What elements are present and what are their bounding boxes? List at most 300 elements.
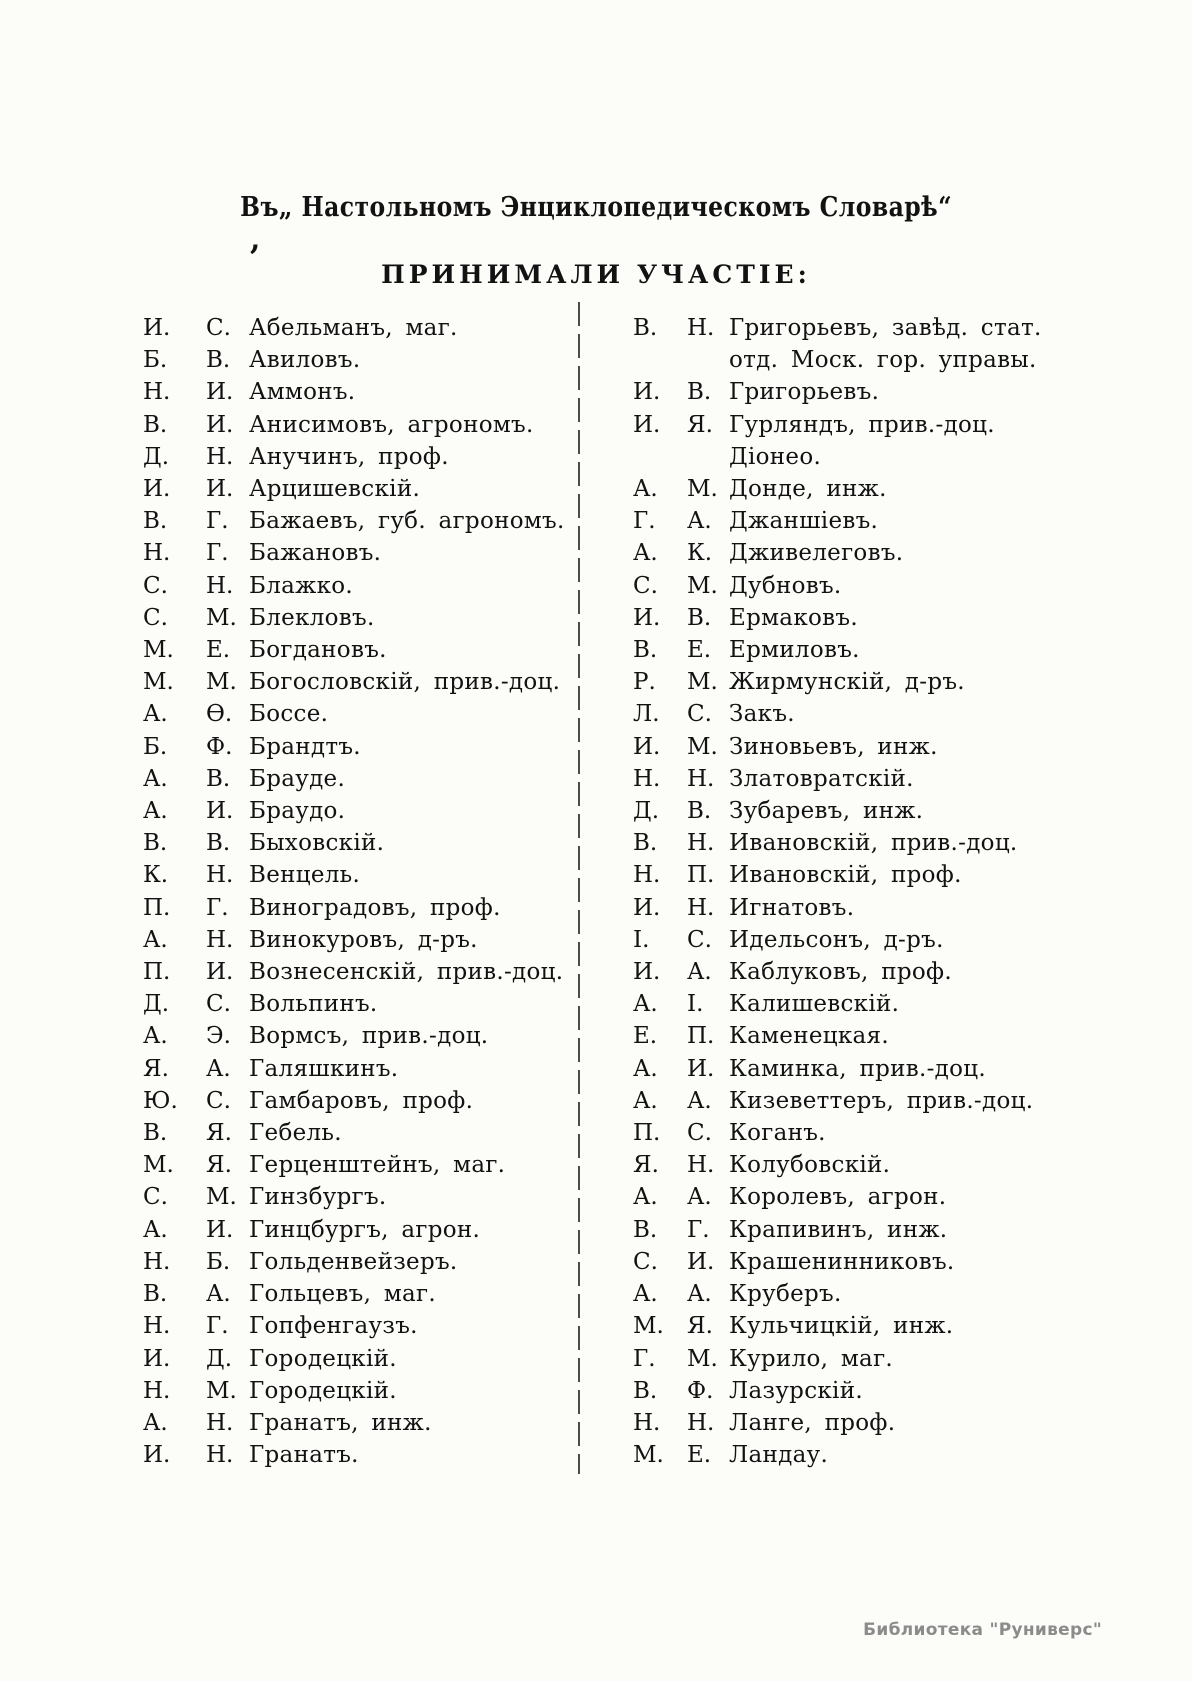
contributor-name-line: Калишевскій. bbox=[729, 991, 900, 1018]
contributor-name bbox=[729, 1343, 1073, 1375]
contributor-name-line: Гранатъ, инж. bbox=[249, 1409, 432, 1436]
list-item bbox=[143, 505, 580, 537]
initial-second: Я. bbox=[687, 1313, 713, 1340]
contributor-name bbox=[729, 473, 1073, 505]
initial-second: М. bbox=[687, 572, 718, 599]
list-item bbox=[143, 1117, 580, 1149]
contributor-name-line: Ивановскій, проф. bbox=[729, 862, 962, 889]
initial-first: И. bbox=[633, 604, 661, 631]
contributor-name-line: Гинзбургъ. bbox=[249, 1184, 387, 1211]
contributor-name bbox=[729, 1214, 1073, 1246]
list-item bbox=[143, 1439, 580, 1471]
initial-first: С. bbox=[143, 1184, 168, 1211]
initial-second: М. bbox=[687, 669, 718, 696]
list-item bbox=[633, 312, 1073, 376]
list-item bbox=[633, 1181, 1073, 1213]
contributor-name bbox=[249, 1407, 580, 1439]
contributor-name-line: Каблуковъ, проф. bbox=[729, 959, 952, 986]
initial-first: С. bbox=[143, 604, 168, 631]
initial-first: И. bbox=[633, 894, 661, 921]
list-item bbox=[143, 731, 580, 763]
list-item bbox=[143, 763, 580, 795]
list-item bbox=[633, 827, 1073, 859]
list-item bbox=[633, 1375, 1073, 1407]
initial-second: Я. bbox=[687, 411, 713, 438]
initial-first: П. bbox=[143, 959, 171, 986]
contributor-name bbox=[729, 602, 1073, 634]
initial-first: И. bbox=[143, 1345, 171, 1372]
list-item bbox=[143, 1375, 580, 1407]
initial-first: М. bbox=[143, 637, 174, 664]
list-item bbox=[143, 1020, 580, 1052]
initial-second: И. bbox=[206, 411, 234, 438]
initial-first: Н. bbox=[143, 1313, 171, 1340]
contributor-name bbox=[249, 666, 580, 698]
contributors-column-right bbox=[633, 312, 1073, 1471]
initial-second: М. bbox=[206, 1377, 237, 1404]
list-item bbox=[143, 956, 580, 988]
list-item bbox=[633, 666, 1073, 698]
contributor-name-line: Гранатъ. bbox=[249, 1442, 359, 1469]
list-item bbox=[633, 1085, 1073, 1117]
contributor-name bbox=[249, 1117, 580, 1149]
initial-first: В. bbox=[143, 1281, 168, 1308]
contributor-name bbox=[729, 1085, 1073, 1117]
list-item bbox=[633, 924, 1073, 956]
list-item bbox=[143, 344, 580, 376]
contributor-name bbox=[249, 1149, 580, 1181]
initial-second: М. bbox=[206, 669, 237, 696]
initial-second: Д. bbox=[206, 1345, 233, 1372]
list-item bbox=[143, 1214, 580, 1246]
contributor-name-line: Гурляндъ, прив.-доц. bbox=[729, 411, 995, 438]
list-item bbox=[633, 376, 1073, 408]
list-item bbox=[633, 956, 1073, 988]
contributor-name-line: Авиловъ. bbox=[249, 347, 361, 374]
contributor-name-line: Блажко. bbox=[249, 572, 354, 599]
contributor-name-line: Ландау. bbox=[729, 1442, 829, 1469]
contributor-name-line: Вознесенскій, прив.-доц. bbox=[249, 959, 564, 986]
list-item bbox=[143, 892, 580, 924]
contributor-name bbox=[249, 312, 580, 344]
initial-first: М. bbox=[633, 1442, 664, 1469]
contributor-name-line: Городецкій. bbox=[249, 1377, 397, 1404]
contributor-name-line: Идельсонъ, д-ръ. bbox=[729, 926, 944, 953]
contributor-name bbox=[729, 763, 1073, 795]
list-item bbox=[633, 988, 1073, 1020]
initial-second: Н. bbox=[206, 443, 234, 470]
initial-first: Н. bbox=[633, 1409, 661, 1436]
contributor-name bbox=[729, 1310, 1073, 1342]
list-item bbox=[143, 570, 580, 602]
contributor-name bbox=[249, 1246, 580, 1278]
contributor-name-line: Брауде. bbox=[249, 765, 346, 792]
initial-first: М. bbox=[143, 1152, 174, 1179]
initial-first: И. bbox=[143, 1442, 171, 1469]
initial-first: Д. bbox=[143, 443, 170, 470]
initial-second: И. bbox=[687, 1055, 715, 1082]
initial-first: В. bbox=[633, 315, 658, 341]
contributor-name-line: Дживелеговъ. bbox=[729, 540, 904, 567]
initial-first: П. bbox=[143, 894, 171, 921]
initial-second: Н. bbox=[687, 830, 715, 857]
initial-first: Д. bbox=[143, 991, 170, 1018]
contributor-name-line: Арцишевскій. bbox=[249, 476, 421, 503]
list-item bbox=[633, 1310, 1073, 1342]
initial-second: Е. bbox=[206, 637, 231, 664]
contributor-name-line: Ланге, проф. bbox=[729, 1409, 896, 1436]
list-item bbox=[143, 1278, 580, 1310]
initial-first: Г. bbox=[633, 1345, 656, 1372]
contributor-name bbox=[249, 1343, 580, 1375]
contributor-name bbox=[729, 1278, 1073, 1310]
initial-first: Ю. bbox=[143, 1087, 178, 1114]
initial-first: И. bbox=[633, 959, 661, 986]
contributors-column-left bbox=[143, 312, 580, 1471]
contributor-name-line: Быховскій. bbox=[249, 830, 385, 857]
contributor-name-line: Богословскій, прив.-доц. bbox=[249, 669, 561, 696]
contributor-name bbox=[729, 570, 1073, 602]
contributor-name bbox=[729, 1439, 1073, 1471]
initial-second: В. bbox=[206, 347, 231, 374]
initial-first: А. bbox=[143, 926, 168, 953]
initial-first: М. bbox=[143, 669, 174, 696]
initial-first: В. bbox=[143, 508, 168, 535]
contributor-name-line: Бажаевъ, губ. агрономъ. bbox=[249, 508, 565, 535]
initial-first: И. bbox=[633, 379, 661, 406]
initial-second: К. bbox=[687, 540, 713, 567]
contributor-name-line: Каменецкая. bbox=[729, 1023, 889, 1050]
contributor-name bbox=[729, 666, 1073, 698]
list-item bbox=[633, 570, 1073, 602]
contributor-name bbox=[729, 698, 1073, 730]
contributor-name bbox=[729, 795, 1073, 827]
contributor-name bbox=[729, 409, 1073, 473]
initial-second: Н. bbox=[687, 1409, 715, 1436]
initial-first: И. bbox=[143, 476, 171, 503]
list-item bbox=[143, 602, 580, 634]
contributor-name bbox=[249, 892, 580, 924]
contributor-name bbox=[249, 537, 580, 569]
initial-first: Н. bbox=[143, 1377, 171, 1404]
contributor-name-line: Крашенинниковъ. bbox=[729, 1248, 955, 1275]
contributor-name-line: Королевъ, агрон. bbox=[729, 1184, 947, 1211]
initial-second: В. bbox=[687, 379, 712, 406]
contributor-name-line: Гольцевъ, маг. bbox=[249, 1281, 436, 1308]
contributor-name bbox=[249, 602, 580, 634]
contributor-name bbox=[249, 634, 580, 666]
contributor-name bbox=[729, 1246, 1073, 1278]
contributor-name-line: Венцель. bbox=[249, 862, 361, 889]
initial-second: Г. bbox=[206, 894, 229, 921]
contributor-name bbox=[729, 634, 1073, 666]
contributor-name bbox=[249, 795, 580, 827]
contributor-name bbox=[249, 763, 580, 795]
contributor-name-line: Аммонъ. bbox=[249, 379, 356, 406]
initial-first: А. bbox=[143, 1409, 168, 1436]
initial-second: Г. bbox=[687, 1216, 710, 1243]
initial-second: С. bbox=[687, 701, 712, 728]
list-item bbox=[143, 827, 580, 859]
scan-artifact-mark: , bbox=[250, 222, 261, 257]
initial-first: П. bbox=[633, 1120, 661, 1147]
initial-first: Н. bbox=[633, 862, 661, 889]
contributor-name-line: Вольпинъ. bbox=[249, 991, 378, 1018]
initial-second: А. bbox=[687, 1087, 712, 1114]
initial-second: А. bbox=[687, 959, 712, 986]
contributor-name-line: Курило, маг. bbox=[729, 1345, 894, 1372]
initial-second: А. bbox=[687, 1184, 712, 1211]
contributor-name-line: Гопфенгаузъ. bbox=[249, 1313, 418, 1340]
initial-second: А. bbox=[206, 1055, 231, 1082]
initial-first: И. bbox=[633, 411, 661, 438]
list-item bbox=[633, 1149, 1073, 1181]
initial-second: Н. bbox=[687, 315, 715, 341]
contributor-name-line: Анисимовъ, агрономъ. bbox=[249, 411, 534, 438]
initial-second: И. bbox=[206, 959, 234, 986]
contributor-name bbox=[729, 537, 1073, 569]
initial-second: И. bbox=[687, 1248, 715, 1275]
contributor-name-continuation: отд. Моск. гор. управы. bbox=[729, 347, 1037, 374]
initial-first: А. bbox=[633, 540, 658, 567]
initial-second: Г. bbox=[206, 508, 229, 535]
initial-second: Н. bbox=[206, 862, 234, 889]
initial-second: В. bbox=[206, 830, 231, 857]
contributor-name bbox=[729, 988, 1073, 1020]
contributor-name-line: Лазурскій. bbox=[729, 1377, 863, 1404]
initial-first: А. bbox=[143, 1216, 168, 1243]
initial-second: А. bbox=[206, 1281, 231, 1308]
contributor-name bbox=[249, 505, 580, 537]
contributor-name-line: Анучинъ, проф. bbox=[249, 443, 449, 470]
contributor-name bbox=[729, 1181, 1073, 1213]
initial-second: М. bbox=[206, 1184, 237, 1211]
list-item bbox=[633, 892, 1073, 924]
contributor-name-continuation: Діонео. bbox=[729, 443, 822, 470]
list-item bbox=[143, 634, 580, 666]
contributor-name bbox=[249, 473, 580, 505]
initial-second: А. bbox=[687, 508, 712, 535]
initial-first: М. bbox=[633, 1313, 664, 1340]
contributor-name bbox=[729, 859, 1073, 891]
initial-first: Я. bbox=[633, 1152, 659, 1179]
contributor-name-line: Бажановъ. bbox=[249, 540, 382, 567]
list-item bbox=[633, 409, 1073, 473]
contributor-name bbox=[249, 1439, 580, 1471]
initial-first: В. bbox=[143, 1120, 168, 1147]
initial-second: Е. bbox=[687, 1442, 712, 1469]
contributor-name bbox=[249, 827, 580, 859]
initial-second: Е. bbox=[687, 637, 712, 664]
initial-second: Н. bbox=[687, 1152, 715, 1179]
list-item bbox=[633, 1278, 1073, 1310]
contributor-name-line: Колубовскій. bbox=[729, 1152, 891, 1179]
contributor-name bbox=[249, 1278, 580, 1310]
initial-second: І. bbox=[687, 991, 704, 1018]
contributor-name bbox=[249, 956, 580, 988]
list-item bbox=[143, 859, 580, 891]
contributor-name-line: Донде, инж. bbox=[729, 476, 887, 503]
list-item bbox=[633, 537, 1073, 569]
initial-first: Г. bbox=[633, 508, 656, 535]
list-item bbox=[143, 409, 580, 441]
contributor-name-line: Ермиловъ. bbox=[729, 637, 860, 664]
list-item bbox=[143, 988, 580, 1020]
contributor-name bbox=[729, 956, 1073, 988]
contributor-name bbox=[249, 409, 580, 441]
list-item bbox=[633, 859, 1073, 891]
initial-second: В. bbox=[687, 604, 712, 631]
contributor-name bbox=[249, 376, 580, 408]
contributor-name bbox=[729, 505, 1073, 537]
list-item bbox=[143, 1343, 580, 1375]
initial-second: С. bbox=[206, 991, 231, 1018]
contributor-name bbox=[249, 1181, 580, 1213]
initial-first: Н. bbox=[143, 540, 171, 567]
initial-first: А. bbox=[633, 1055, 658, 1082]
contributor-name bbox=[729, 1117, 1073, 1149]
contributor-name-line: Браудо. bbox=[249, 798, 346, 825]
initial-first: Е. bbox=[633, 1023, 658, 1050]
contributor-name-line: Коганъ. bbox=[729, 1120, 826, 1147]
initial-first: А. bbox=[633, 1281, 658, 1308]
contributor-name-line: Круберъ. bbox=[729, 1281, 842, 1308]
library-watermark: Библиотека "Руниверс" bbox=[863, 1620, 1102, 1640]
contributor-name-line: Виноградовъ, проф. bbox=[249, 894, 501, 921]
initial-second: Я. bbox=[206, 1120, 232, 1147]
initial-first: В. bbox=[143, 411, 168, 438]
contributor-name bbox=[729, 892, 1073, 924]
initial-second: Г. bbox=[206, 1313, 229, 1340]
contributor-name bbox=[249, 441, 580, 473]
initial-first: Б. bbox=[143, 733, 168, 760]
initial-first: А. bbox=[143, 765, 168, 792]
contributor-name bbox=[729, 1149, 1073, 1181]
contributor-name-line: Вормсъ, прив.-доц. bbox=[249, 1023, 489, 1050]
contributor-name bbox=[249, 1053, 580, 1085]
initial-second: М. bbox=[687, 733, 718, 760]
initial-second: Н. bbox=[687, 765, 715, 792]
contributor-name-line: Городецкій. bbox=[249, 1345, 397, 1372]
initial-second: А. bbox=[687, 1281, 712, 1308]
contributor-name bbox=[249, 344, 580, 376]
list-item bbox=[633, 505, 1073, 537]
list-item bbox=[633, 1020, 1073, 1052]
initial-first: І. bbox=[633, 926, 650, 953]
list-item bbox=[633, 763, 1073, 795]
initial-second: Н. bbox=[206, 926, 234, 953]
list-item bbox=[633, 1246, 1073, 1278]
list-item bbox=[633, 1343, 1073, 1375]
list-item bbox=[143, 1053, 580, 1085]
initial-first: И. bbox=[633, 733, 661, 760]
initial-second: М. bbox=[687, 1345, 718, 1372]
initial-first: А. bbox=[143, 798, 168, 825]
list-item bbox=[143, 1246, 580, 1278]
contributor-name bbox=[729, 1407, 1073, 1439]
list-item bbox=[143, 1149, 580, 1181]
contributor-name-line: Григорьевъ, завѣд. стат. bbox=[729, 315, 1042, 341]
contributor-name-line: Богдановъ. bbox=[249, 637, 387, 664]
contributor-name-line: Кизеветтеръ, прив.-доц. bbox=[729, 1087, 1034, 1114]
list-item bbox=[633, 1407, 1073, 1439]
contributor-name-line: Григорьевъ. bbox=[729, 379, 880, 406]
initial-second: П. bbox=[687, 862, 715, 889]
contributor-name-line: Ивановскій, прив.-доц. bbox=[729, 830, 1018, 857]
list-item bbox=[633, 602, 1073, 634]
contributor-name-line: Ермаковъ. bbox=[729, 604, 858, 631]
list-item bbox=[633, 1117, 1073, 1149]
initial-second: В. bbox=[206, 765, 231, 792]
list-item bbox=[633, 795, 1073, 827]
contributor-name bbox=[249, 1085, 580, 1117]
contributor-name bbox=[249, 1310, 580, 1342]
page-title bbox=[0, 192, 1192, 223]
initial-second: М. bbox=[687, 476, 718, 503]
contributor-name-line: Абельманъ, маг. bbox=[249, 315, 458, 341]
initial-second: Б. bbox=[206, 1248, 231, 1275]
initial-second: Н. bbox=[687, 894, 715, 921]
initial-first: К. bbox=[143, 862, 169, 889]
list-item bbox=[143, 1181, 580, 1213]
contributor-name bbox=[729, 312, 1073, 376]
initial-second: И. bbox=[206, 1216, 234, 1243]
initial-second: С. bbox=[206, 315, 231, 341]
contributor-name-line: Винокуровъ, д-ръ. bbox=[249, 926, 478, 953]
contributor-name-line: Герценштейнъ, маг. bbox=[249, 1152, 506, 1179]
contributor-name-line: Каминка, прив.-доц. bbox=[729, 1055, 986, 1082]
contributor-name bbox=[249, 988, 580, 1020]
contributor-name bbox=[729, 1053, 1073, 1085]
contributor-name bbox=[249, 731, 580, 763]
list-item bbox=[633, 731, 1073, 763]
initial-second: С. bbox=[687, 926, 712, 953]
contributor-name-line: Дубновъ. bbox=[729, 572, 842, 599]
initial-second: Э. bbox=[206, 1023, 231, 1050]
list-item bbox=[143, 1310, 580, 1342]
contributor-name bbox=[249, 859, 580, 891]
list-item bbox=[143, 924, 580, 956]
initial-first: А. bbox=[633, 1184, 658, 1211]
list-item bbox=[143, 312, 580, 344]
contributor-name bbox=[729, 827, 1073, 859]
list-item bbox=[143, 1407, 580, 1439]
list-item bbox=[143, 376, 580, 408]
contributor-name bbox=[729, 1020, 1073, 1052]
list-item bbox=[633, 1439, 1073, 1471]
initial-first: А. bbox=[143, 1023, 168, 1050]
initial-first: В. bbox=[633, 637, 658, 664]
initial-first: Р. bbox=[633, 669, 656, 696]
contributor-name-line: Жирмунскій, д-ръ. bbox=[729, 669, 965, 696]
contributor-name bbox=[249, 698, 580, 730]
contributor-name bbox=[249, 1214, 580, 1246]
initial-first: Н. bbox=[633, 765, 661, 792]
initial-first: В. bbox=[633, 1216, 658, 1243]
list-item bbox=[633, 634, 1073, 666]
initial-second: Ф. bbox=[206, 733, 233, 760]
contributor-name-line: Галяшкинъ. bbox=[249, 1055, 399, 1082]
list-item bbox=[633, 473, 1073, 505]
contributor-name-line: Зиновьевъ, инж. bbox=[729, 733, 938, 760]
contributor-name bbox=[729, 924, 1073, 956]
list-item bbox=[143, 537, 580, 569]
contributor-name-line: Гебель. bbox=[249, 1120, 342, 1147]
initial-first: Л. bbox=[633, 701, 660, 728]
initial-second: И. bbox=[206, 379, 234, 406]
contributor-name bbox=[729, 376, 1073, 408]
initial-second: С. bbox=[206, 1087, 231, 1114]
